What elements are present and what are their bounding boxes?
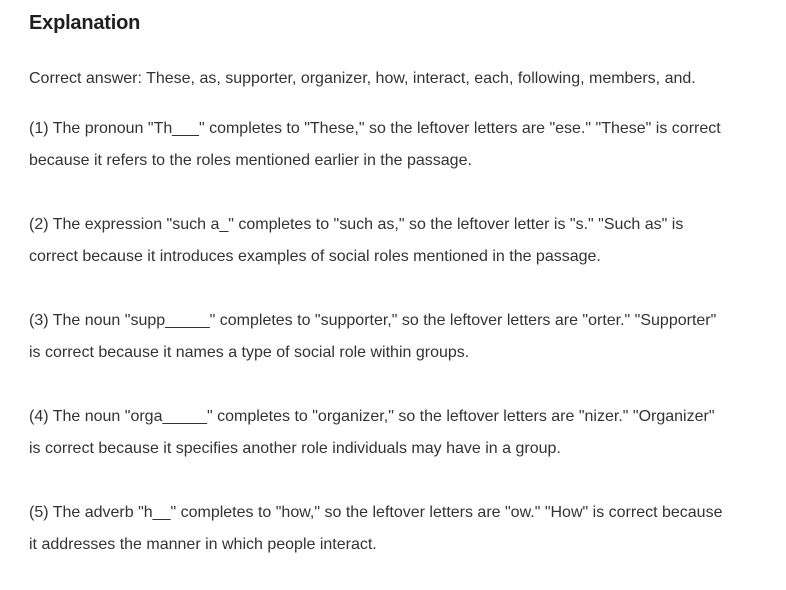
explanation-list [29,113,757,561]
explanation-item-5: (5) The adverb "h__" completes to "how," so the leftover letters are "ow." "How" is correct because it addresses the manner in which people interact. [29,504,723,553]
explanation-item-3: (3) The noun "supp_____" completes to "supporter," so the leftover letters are "orter." "Supporter" is correct because it names a type of social role within groups. [29,312,717,361]
explanation-item-4: (4) The noun "orga_____" completes to "organizer," so the leftover letters are "nizer." "Organizer" is correct because it specifies another role individuals may have in a group. [29,408,715,457]
explanation-item-2: (2) The expression "such a_" completes to "such as," so the leftover letter is "s." "Such as" is correct because it introduces examples of social roles mentioned in the passage. [29,216,684,265]
explanation-heading: Explanation [29,12,141,34]
explanation-item-1: (1) The pronoun "Th___" completes to "These," so the leftover letters are "ese." "These" is correct because it refers to the roles mentioned earlier in the passage. [29,120,721,169]
correct-answer-text: Correct answer: These, as, supporter, organizer, how, interact, each, following, members, and. [29,70,696,87]
